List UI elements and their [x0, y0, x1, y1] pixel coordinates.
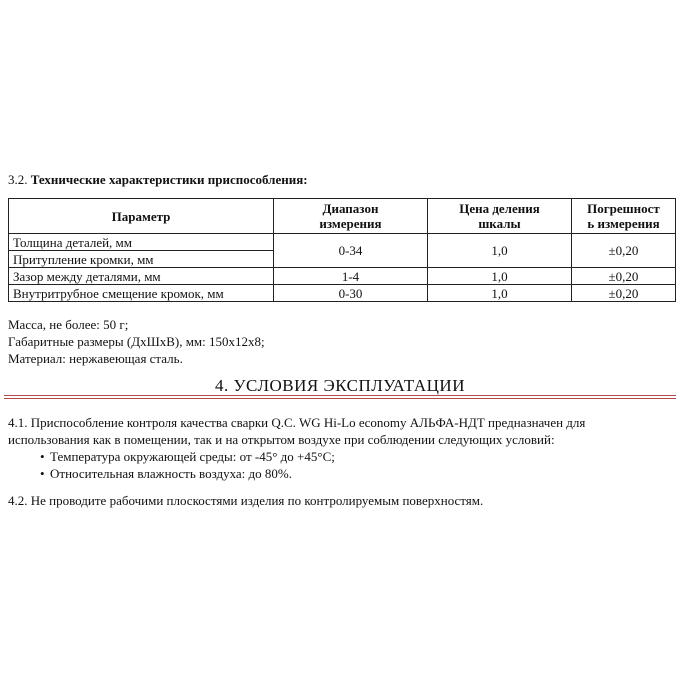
cell-range: 1-4 [274, 268, 428, 285]
cell-param: Притупление кромки, мм [9, 251, 274, 268]
cell-error: ±0,20 [572, 268, 676, 285]
section-number: 3.2. [8, 172, 28, 187]
specifications-table [8, 198, 676, 302]
cell-param: Зазор между деталями, мм [9, 268, 274, 285]
bullet-text: Температура окружающей среды: от -45° до +45°С; [50, 449, 335, 464]
cell-scale: 1,0 [428, 234, 572, 268]
list-item [8, 448, 585, 465]
table-header-row [9, 199, 676, 234]
cell-scale: 1,0 [428, 285, 572, 302]
paragraph-4-1 [8, 414, 585, 482]
table-row [9, 268, 676, 285]
cell-range: 0-34 [274, 234, 428, 268]
paragraph-line: 4.1. Приспособление контроля качества сварки Q.C. WG Hi-Lo economy АЛЬФА-НДТ предназначен для [8, 415, 586, 430]
property-dimensions: Габаритные размеры (ДхШхВ), мм: 150х12х8; [8, 334, 265, 349]
paragraph-4-2: 4.2. Не проводите рабочими плоскостями изделия по контролируемым поверхностям. [8, 493, 484, 508]
list-item [8, 465, 585, 482]
divider-line [4, 398, 676, 399]
cell-param: Внутритрубное смещение кромок, мм [9, 285, 274, 302]
header-parameter: Параметр [9, 199, 274, 234]
table-row [9, 234, 676, 251]
header-scale: Цена деления шкалы [428, 199, 572, 234]
cell-error: ±0,20 [572, 234, 676, 268]
property-mass: Масса, не более: 50 г; [8, 317, 129, 332]
section-heading [8, 172, 308, 188]
paragraph-line: использования как в помещении, так и на открытом воздухе при соблюдении следующих условий: [8, 432, 555, 447]
header-error: Погрешност ь измерения [572, 199, 676, 234]
header-range: Диапазон измерения [274, 199, 428, 234]
cell-param: Толщина деталей, мм [9, 234, 274, 251]
divider-line [4, 395, 676, 396]
chapter-title: 4. УСЛОВИЯ ЭКСПЛУАТАЦИИ [215, 376, 465, 395]
properties-list [8, 316, 265, 367]
bullet-icon: • [40, 466, 45, 481]
bullet-icon: • [40, 449, 45, 464]
cell-range: 0-30 [274, 285, 428, 302]
property-material: Материал: нержавеющая сталь. [8, 351, 183, 366]
table-row [9, 285, 676, 302]
section-title: Технические характеристики приспособления: [30, 172, 308, 187]
cell-scale: 1,0 [428, 268, 572, 285]
cell-error: ±0,20 [572, 285, 676, 302]
bullet-text: Относительная влажность воздуха: до 80%. [50, 466, 292, 481]
